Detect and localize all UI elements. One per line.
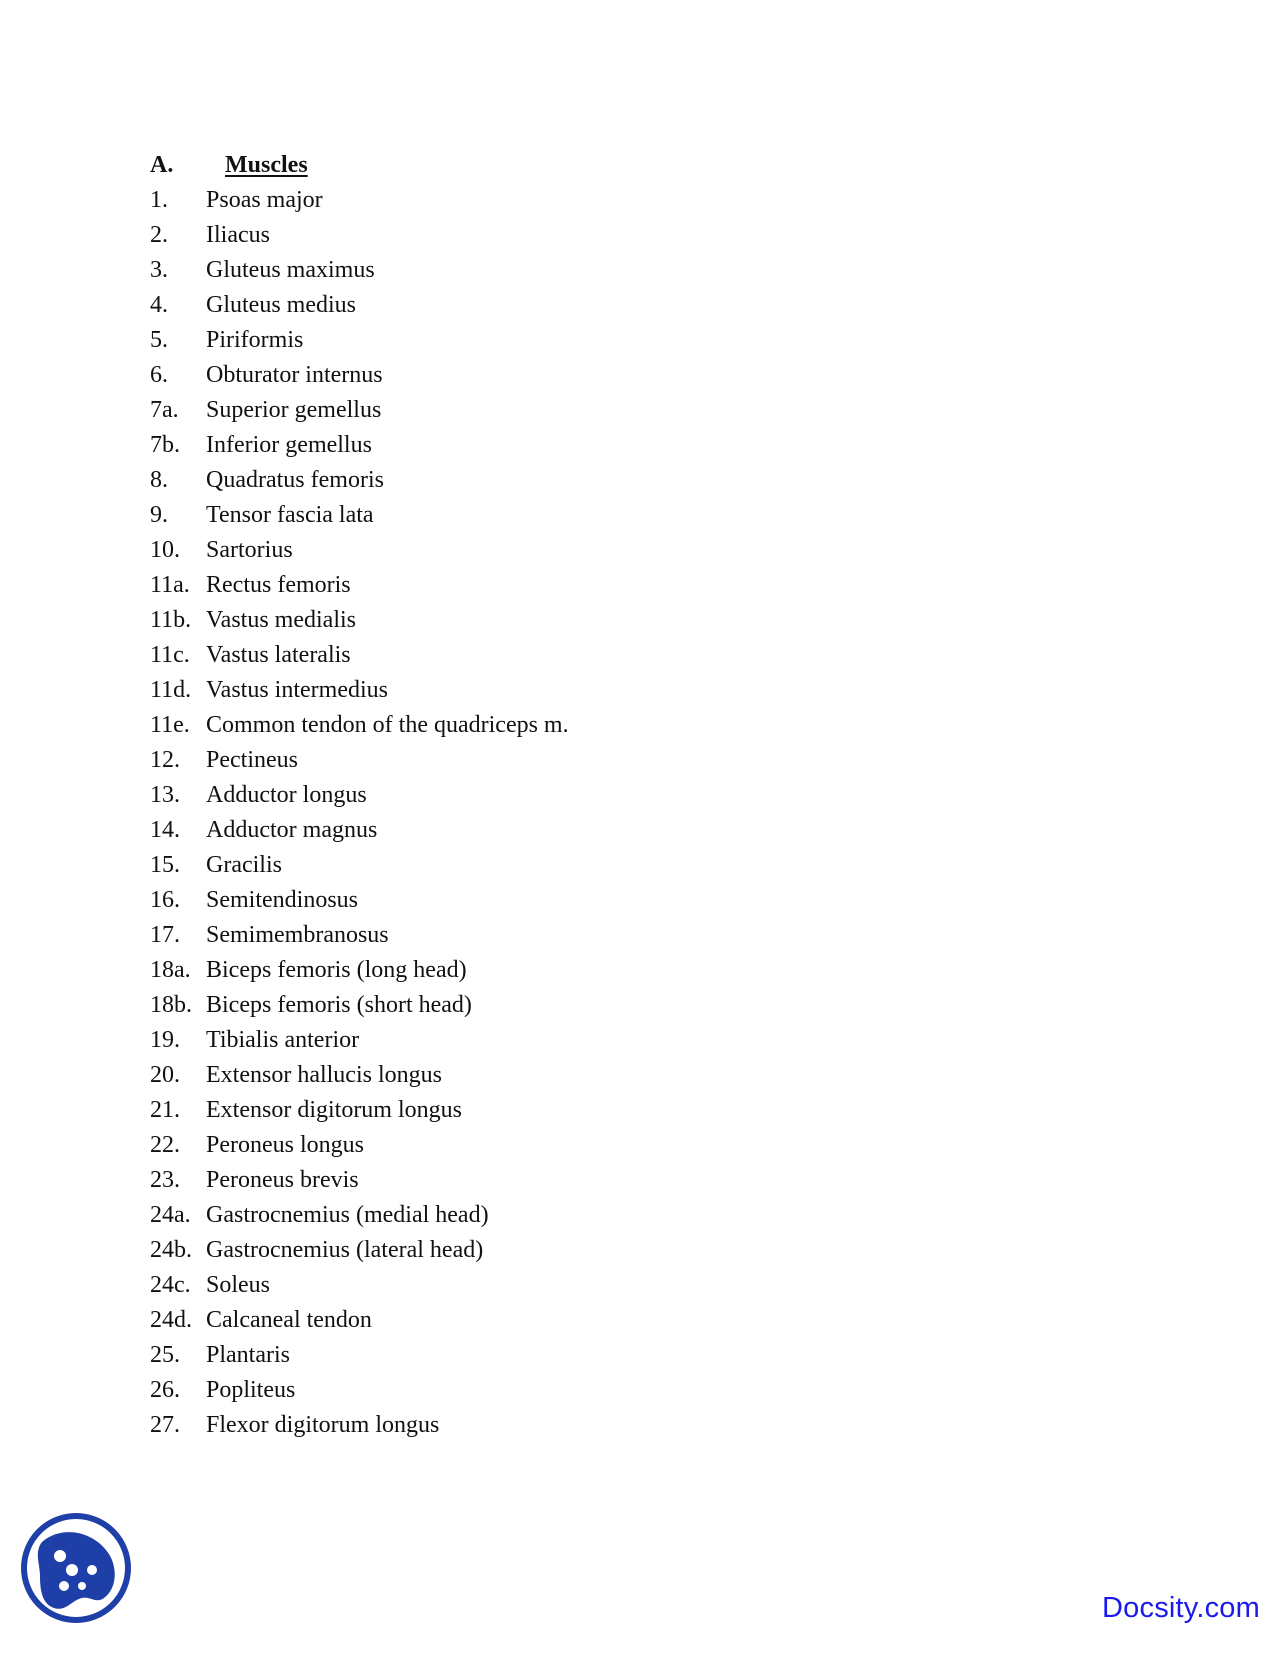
item-name: Tibialis anterior <box>206 1027 360 1053</box>
item-number: 15. <box>150 852 180 878</box>
list-item <box>150 1198 1050 1233</box>
list-item <box>150 288 1050 323</box>
list-item <box>150 1233 1050 1268</box>
item-number: 17. <box>150 922 180 948</box>
item-name: Sartorius <box>206 537 293 563</box>
item-number: 21. <box>150 1097 180 1123</box>
section-letter: A. <box>150 152 174 178</box>
item-name: Vastus intermedius <box>206 677 388 703</box>
item-number: 13. <box>150 782 180 808</box>
list-item <box>150 603 1050 638</box>
list-item <box>150 918 1050 953</box>
list-item <box>150 218 1050 253</box>
list-item <box>150 253 1050 288</box>
item-number: 11e. <box>150 712 190 738</box>
item-number: 11c. <box>150 642 190 668</box>
list-item <box>150 568 1050 603</box>
list-item <box>150 778 1050 813</box>
list-item <box>150 1408 1050 1443</box>
list-item <box>150 1023 1050 1058</box>
item-number: 8. <box>150 467 168 493</box>
docsity-logo-icon[interactable] <box>20 1512 132 1624</box>
item-number: 7b. <box>150 432 180 458</box>
list-item <box>150 463 1050 498</box>
list-item <box>150 1163 1050 1198</box>
list-item <box>150 1338 1050 1373</box>
list-item <box>150 883 1050 918</box>
list-item <box>150 1093 1050 1128</box>
list-item <box>150 1268 1050 1303</box>
item-number: 7a. <box>150 397 179 423</box>
item-number: 22. <box>150 1132 180 1158</box>
item-number: 27. <box>150 1412 180 1438</box>
list-item <box>150 848 1050 883</box>
item-number: 25. <box>150 1342 180 1368</box>
item-number: 14. <box>150 817 180 843</box>
item-name: Obturator internus <box>206 362 383 388</box>
list-item <box>150 358 1050 393</box>
item-name: Adductor magnus <box>206 817 378 843</box>
item-number: 23. <box>150 1167 180 1193</box>
list-item <box>150 533 1050 568</box>
item-number: 24b. <box>150 1237 192 1263</box>
item-name: Gluteus medius <box>206 292 356 318</box>
list-item <box>150 1058 1050 1093</box>
item-name: Peroneus longus <box>206 1132 364 1158</box>
list-item <box>150 183 1050 218</box>
item-number: 18b. <box>150 992 192 1018</box>
item-number: 18a. <box>150 957 191 983</box>
item-name: Extensor digitorum longus <box>206 1097 462 1123</box>
item-name: Gastrocnemius (medial head) <box>206 1202 489 1228</box>
item-name: Rectus femoris <box>206 572 351 598</box>
item-name: Gracilis <box>206 852 282 878</box>
item-number: 11b. <box>150 607 192 633</box>
docsity-brand-link[interactable]: Docsity.com <box>1102 1592 1260 1624</box>
item-number: 2. <box>150 222 168 248</box>
item-number: 9. <box>150 502 168 528</box>
list-item <box>150 393 1050 428</box>
item-name: Inferior gemellus <box>206 432 372 458</box>
item-number: 11d. <box>150 677 192 703</box>
list-item <box>150 988 1050 1023</box>
item-name: Biceps femoris (short head) <box>206 992 472 1018</box>
item-number: 19. <box>150 1027 180 1053</box>
item-name: Pectineus <box>206 747 298 773</box>
item-name: Gastrocnemius (lateral head) <box>206 1237 484 1263</box>
item-number: 12. <box>150 747 180 773</box>
item-number: 6. <box>150 362 168 388</box>
list-item <box>150 673 1050 708</box>
list-item <box>150 813 1050 848</box>
item-name: Gluteus maximus <box>206 257 375 283</box>
list-item <box>150 743 1050 778</box>
item-number: 5. <box>150 327 168 353</box>
item-name: Calcaneal tendon <box>206 1307 372 1333</box>
item-name: Plantaris <box>206 1342 290 1368</box>
item-name: Common tendon of the quadriceps m. <box>206 712 569 738</box>
item-number: 20. <box>150 1062 180 1088</box>
item-number: 1. <box>150 187 168 213</box>
list-item <box>150 323 1050 358</box>
item-number: 4. <box>150 292 168 318</box>
item-number: 24d. <box>150 1307 192 1333</box>
muscle-list <box>150 183 1050 1443</box>
item-number: 10. <box>150 537 180 563</box>
list-item <box>150 953 1050 988</box>
item-name: Flexor digitorum longus <box>206 1412 440 1438</box>
item-name: Vastus lateralis <box>206 642 351 668</box>
list-item <box>150 638 1050 673</box>
item-number: 24a. <box>150 1202 191 1228</box>
item-number: 3. <box>150 257 168 283</box>
section-title: Muscles <box>225 152 308 178</box>
list-item <box>150 498 1050 533</box>
item-name: Semimembranosus <box>206 922 389 948</box>
section-heading <box>150 148 1050 183</box>
item-name: Adductor longus <box>206 782 367 808</box>
item-name: Soleus <box>206 1272 271 1298</box>
list-item <box>150 1303 1050 1338</box>
list-item <box>150 1128 1050 1163</box>
list-item <box>150 428 1050 463</box>
item-name: Popliteus <box>206 1377 296 1403</box>
item-name: Piriformis <box>206 327 304 353</box>
item-name: Extensor hallucis longus <box>206 1062 442 1088</box>
list-item <box>150 1373 1050 1408</box>
item-name: Iliacus <box>206 222 270 248</box>
item-number: 16. <box>150 887 180 913</box>
item-number: 11a. <box>150 572 190 598</box>
document-body <box>150 148 1050 1443</box>
item-name: Superior gemellus <box>206 397 382 423</box>
item-name: Biceps femoris (long head) <box>206 957 467 983</box>
item-name: Quadratus femoris <box>206 467 384 493</box>
item-name: Vastus medialis <box>206 607 356 633</box>
item-number: 26. <box>150 1377 180 1403</box>
item-name: Tensor fascia lata <box>206 502 374 528</box>
item-name: Semitendinosus <box>206 887 359 913</box>
list-item <box>150 708 1050 743</box>
item-number: 24c. <box>150 1272 191 1298</box>
item-name: Psoas major <box>206 187 323 213</box>
item-name: Peroneus brevis <box>206 1167 359 1193</box>
